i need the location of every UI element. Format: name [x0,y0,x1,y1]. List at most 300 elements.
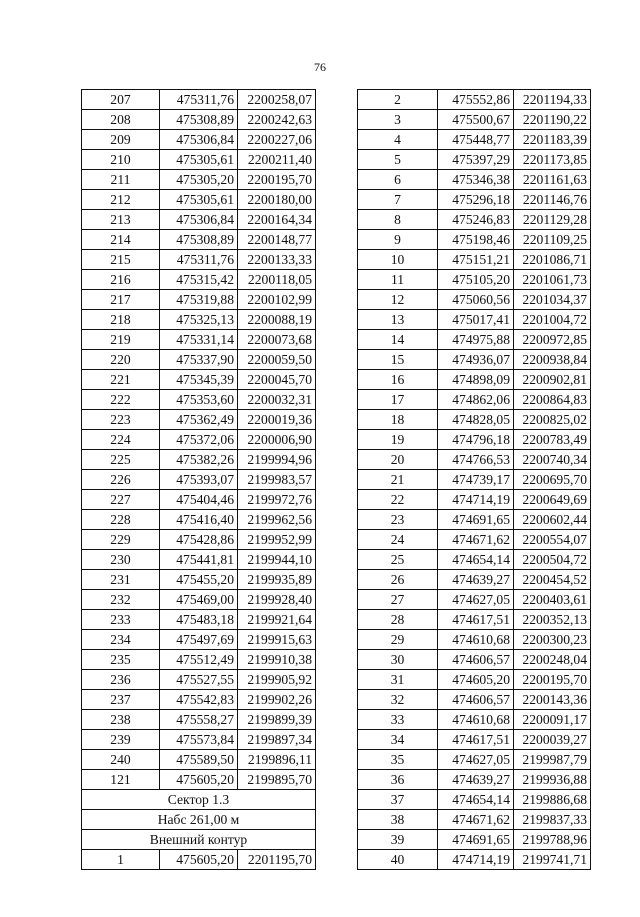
point-number-cell: 2 [358,90,438,110]
y-coordinate-cell: 2199987,79 [514,750,591,770]
y-coordinate-cell: 2201173,85 [514,150,591,170]
x-coordinate-cell: 475311,76 [160,90,238,110]
x-coordinate-cell: 474610,68 [438,630,514,650]
point-number-cell: 16 [358,370,438,390]
table-row [358,390,591,410]
point-number-cell: 36 [358,770,438,790]
point-number-cell: 25 [358,550,438,570]
point-number-cell: 212 [82,190,160,210]
y-coordinate-cell: 2200227,06 [238,130,316,150]
y-coordinate-cell: 2199902,26 [238,690,316,710]
table-row [358,330,591,350]
table-row [82,250,316,270]
x-coordinate-cell: 475325,13 [160,310,238,330]
point-number-cell: 39 [358,830,438,850]
x-coordinate-cell: 475469,00 [160,590,238,610]
x-coordinate-cell: 475558,27 [160,710,238,730]
point-number-cell: 6 [358,170,438,190]
y-coordinate-cell: 2200554,07 [514,530,591,550]
y-coordinate-cell: 2199788,96 [514,830,591,850]
x-coordinate-cell: 474639,27 [438,770,514,790]
x-coordinate-cell: 475105,20 [438,270,514,290]
point-number-cell: 237 [82,690,160,710]
y-coordinate-cell: 2200091,17 [514,710,591,730]
table-row [358,370,591,390]
y-coordinate-cell: 2200972,85 [514,330,591,350]
x-coordinate-cell: 475308,89 [160,110,238,130]
point-number-cell: 19 [358,430,438,450]
x-coordinate-cell: 475448,77 [438,130,514,150]
y-coordinate-cell: 2200248,04 [514,650,591,670]
point-number-cell: 38 [358,810,438,830]
x-coordinate-cell: 475353,60 [160,390,238,410]
x-coordinate-cell: 475315,42 [160,270,238,290]
table-row [358,190,591,210]
x-coordinate-cell: 474936,07 [438,350,514,370]
table-row [358,430,591,450]
point-number-cell: 226 [82,470,160,490]
y-coordinate-cell: 2199915,63 [238,630,316,650]
point-number-cell: 13 [358,310,438,330]
y-coordinate-cell: 2200454,52 [514,570,591,590]
y-coordinate-cell: 2199952,99 [238,530,316,550]
y-coordinate-cell: 2199897,34 [238,730,316,750]
table-row [82,630,316,650]
table-row [82,490,316,510]
table-row [358,210,591,230]
table-row [82,690,316,710]
table-row [82,110,316,130]
x-coordinate-cell: 474654,14 [438,550,514,570]
point-number-cell: 230 [82,550,160,570]
left-coordinates-table [81,89,316,870]
y-coordinate-cell: 2200864,83 [514,390,591,410]
y-coordinate-cell: 2200602,44 [514,510,591,530]
point-number-cell: 238 [82,710,160,730]
table-row [82,90,316,110]
table-row [358,690,591,710]
y-coordinate-cell: 2199896,11 [238,750,316,770]
x-coordinate-cell: 475497,69 [160,630,238,650]
point-number-cell: 235 [82,650,160,670]
table-row [82,190,316,210]
x-coordinate-cell: 475151,21 [438,250,514,270]
table-row [82,410,316,430]
y-coordinate-cell: 2199910,38 [238,650,316,670]
x-coordinate-cell: 475246,83 [438,210,514,230]
table-row [82,470,316,490]
x-coordinate-cell: 474975,88 [438,330,514,350]
point-number-cell: 18 [358,410,438,430]
y-coordinate-cell: 2200403,61 [514,590,591,610]
y-coordinate-cell: 2201004,72 [514,310,591,330]
point-number-cell: 217 [82,290,160,310]
x-coordinate-cell: 475382,26 [160,450,238,470]
y-coordinate-cell: 2200045,70 [238,370,316,390]
x-coordinate-cell: 475512,49 [160,650,238,670]
y-coordinate-cell: 2199921,64 [238,610,316,630]
y-coordinate-cell: 2200300,23 [514,630,591,650]
y-coordinate-cell: 2199928,40 [238,590,316,610]
point-number-cell: 211 [82,170,160,190]
y-coordinate-cell: 2200032,31 [238,390,316,410]
point-number-cell: 15 [358,350,438,370]
x-coordinate-cell: 474654,14 [438,790,514,810]
x-coordinate-cell: 475331,14 [160,330,238,350]
x-coordinate-cell: 474617,51 [438,730,514,750]
y-coordinate-cell: 2199935,89 [238,570,316,590]
point-number-cell: 5 [358,150,438,170]
point-number-cell: 236 [82,670,160,690]
table-row [358,230,591,250]
point-number-cell: 9 [358,230,438,250]
y-coordinate-cell: 2201061,73 [514,270,591,290]
point-number-cell: 231 [82,570,160,590]
x-coordinate-cell: 475337,90 [160,350,238,370]
y-coordinate-cell: 2201129,28 [514,210,591,230]
x-coordinate-cell: 475393,07 [160,470,238,490]
x-coordinate-cell: 475305,61 [160,150,238,170]
y-coordinate-cell: 2199944,10 [238,550,316,570]
x-coordinate-cell: 475296,18 [438,190,514,210]
x-coordinate-cell: 474739,17 [438,470,514,490]
y-coordinate-cell: 2200783,49 [514,430,591,450]
page-number: 76 [314,60,326,74]
table-row [82,350,316,370]
contour-label-row [82,830,316,850]
x-coordinate-cell: 474617,51 [438,610,514,630]
point-number-cell: 24 [358,530,438,550]
x-coordinate-cell: 475542,83 [160,690,238,710]
x-coordinate-cell: 475311,76 [160,250,238,270]
y-coordinate-cell: 2200938,84 [514,350,591,370]
point-number-cell: 240 [82,750,160,770]
point-number-cell: 210 [82,150,160,170]
y-coordinate-cell: 2201109,25 [514,230,591,250]
x-coordinate-cell: 475319,88 [160,290,238,310]
x-coordinate-cell: 474714,19 [438,850,514,870]
x-coordinate-cell: 474606,57 [438,650,514,670]
table-row [82,290,316,310]
y-coordinate-cell: 2201161,63 [514,170,591,190]
table-row [82,570,316,590]
table-row [358,250,591,270]
x-coordinate-cell: 474671,62 [438,530,514,550]
x-coordinate-cell: 474605,20 [438,670,514,690]
y-coordinate-cell: 2201034,37 [514,290,591,310]
table-row [82,170,316,190]
point-number-cell: 225 [82,450,160,470]
y-coordinate-cell: 2200143,36 [514,690,591,710]
table-row [358,770,591,790]
point-number-cell: 33 [358,710,438,730]
table-row [358,110,591,130]
point-number-cell: 228 [82,510,160,530]
y-coordinate-cell: 2200088,19 [238,310,316,330]
table-row [82,550,316,570]
x-coordinate-cell: 475305,20 [160,170,238,190]
x-coordinate-cell: 475483,18 [160,610,238,630]
x-coordinate-cell: 475198,46 [438,230,514,250]
point-number-cell: 224 [82,430,160,450]
x-coordinate-cell: 475428,86 [160,530,238,550]
x-coordinate-cell: 474714,19 [438,490,514,510]
x-coordinate-cell: 474671,62 [438,810,514,830]
x-coordinate-cell: 475573,84 [160,730,238,750]
x-coordinate-cell: 474862,06 [438,390,514,410]
x-coordinate-cell: 475346,38 [438,170,514,190]
point-number-cell: 239 [82,730,160,750]
x-coordinate-cell: 474606,57 [438,690,514,710]
y-coordinate-cell: 2199886,68 [514,790,591,810]
point-number-cell: 26 [358,570,438,590]
x-coordinate-cell: 475589,50 [160,750,238,770]
table-row [358,830,591,850]
table-row [82,670,316,690]
y-coordinate-cell: 2201190,22 [514,110,591,130]
point-number-cell: 34 [358,730,438,750]
y-coordinate-cell: 2200504,72 [514,550,591,570]
point-number-cell: 223 [82,410,160,430]
point-number-cell: 234 [82,630,160,650]
point-number-cell: 7 [358,190,438,210]
table-row [358,790,591,810]
point-number-cell: 216 [82,270,160,290]
y-coordinate-cell: 2200195,70 [514,670,591,690]
point-number-cell: 30 [358,650,438,670]
point-number-cell: 232 [82,590,160,610]
table-row [358,670,591,690]
point-number-cell: 233 [82,610,160,630]
x-coordinate-cell: 475441,81 [160,550,238,570]
x-coordinate-cell: 474610,68 [438,710,514,730]
y-coordinate-cell: 2200740,34 [514,450,591,470]
point-number-cell: 27 [358,590,438,610]
y-coordinate-cell: 2199962,56 [238,510,316,530]
y-coordinate-cell: 2201183,39 [514,130,591,150]
x-coordinate-cell: 474766,53 [438,450,514,470]
point-number-cell: 8 [358,210,438,230]
y-coordinate-cell: 2199936,88 [514,770,591,790]
table-row [358,530,591,550]
y-coordinate-cell: 2200180,00 [238,190,316,210]
x-coordinate-cell: 475416,40 [160,510,238,530]
y-coordinate-cell: 2200118,05 [238,270,316,290]
table-row [358,90,591,110]
point-number-cell: 32 [358,690,438,710]
x-coordinate-cell: 475305,61 [160,190,238,210]
point-number-cell: 37 [358,790,438,810]
point-number-cell: 220 [82,350,160,370]
table-row [82,590,316,610]
x-coordinate-cell: 475527,55 [160,670,238,690]
point-number-cell: 4 [358,130,438,150]
table-row [358,750,591,770]
point-number-cell: 28 [358,610,438,630]
y-coordinate-cell: 2201194,33 [514,90,591,110]
point-number-cell: 10 [358,250,438,270]
y-coordinate-cell: 2200902,81 [514,370,591,390]
contour-label: Внешний контур [82,830,316,850]
right-coordinates-table [357,89,591,870]
y-coordinate-cell: 2201086,71 [514,250,591,270]
table-row [82,210,316,230]
y-coordinate-cell: 2199972,76 [238,490,316,510]
x-coordinate-cell: 475605,20 [160,770,238,790]
x-coordinate-cell: 474898,09 [438,370,514,390]
y-coordinate-cell: 2200825,02 [514,410,591,430]
table-row [82,850,316,870]
table-row [358,410,591,430]
y-coordinate-cell: 2200019,36 [238,410,316,430]
height-label-row [82,810,316,830]
table-row [358,290,591,310]
x-coordinate-cell: 475306,84 [160,210,238,230]
table-row [82,150,316,170]
point-number-cell: 222 [82,390,160,410]
table-row [82,270,316,290]
point-number-cell: 209 [82,130,160,150]
point-number-cell: 3 [358,110,438,130]
x-coordinate-cell: 474627,05 [438,590,514,610]
x-coordinate-cell: 475362,49 [160,410,238,430]
table-row [82,530,316,550]
point-number-cell: 22 [358,490,438,510]
table-row [358,630,591,650]
table-row [82,750,316,770]
y-coordinate-cell: 2199994,96 [238,450,316,470]
y-coordinate-cell: 2200695,70 [514,470,591,490]
sector-label-row [82,790,316,810]
point-number-cell: 20 [358,450,438,470]
table-row [82,710,316,730]
point-number-cell: 229 [82,530,160,550]
table-row [358,850,591,870]
x-coordinate-cell: 474639,27 [438,570,514,590]
x-coordinate-cell: 474627,05 [438,750,514,770]
table-row [358,270,591,290]
x-coordinate-cell: 475345,39 [160,370,238,390]
point-number-cell: 23 [358,510,438,530]
table-row [82,450,316,470]
x-coordinate-cell: 474691,65 [438,510,514,530]
table-row [358,450,591,470]
x-coordinate-cell: 475552,86 [438,90,514,110]
point-number-cell: 214 [82,230,160,250]
height-label: Набс 261,00 м [82,810,316,830]
table-row [358,610,591,630]
x-coordinate-cell: 475500,67 [438,110,514,130]
point-number-cell: 14 [358,330,438,350]
point-number-cell: 221 [82,370,160,390]
point-number-cell: 121 [82,770,160,790]
table-row [358,350,591,370]
point-number-cell: 207 [82,90,160,110]
x-coordinate-cell: 475308,89 [160,230,238,250]
y-coordinate-cell: 2200148,77 [238,230,316,250]
point-number-cell: 17 [358,390,438,410]
table-row [82,610,316,630]
point-number-cell: 208 [82,110,160,130]
point-number-cell: 218 [82,310,160,330]
table-row [358,590,591,610]
table-row [358,490,591,510]
table-row [358,510,591,530]
table-row [358,710,591,730]
x-coordinate-cell: 475017,41 [438,310,514,330]
table-row [358,170,591,190]
table-row [82,330,316,350]
y-coordinate-cell: 2199837,33 [514,810,591,830]
table-row [82,430,316,450]
x-coordinate-cell: 475397,29 [438,150,514,170]
y-coordinate-cell: 2199741,71 [514,850,591,870]
y-coordinate-cell: 2200195,70 [238,170,316,190]
point-number-cell: 213 [82,210,160,230]
y-coordinate-cell: 2201195,70 [238,850,316,870]
table-row [82,130,316,150]
table-row [358,730,591,750]
y-coordinate-cell: 2200211,40 [238,150,316,170]
y-coordinate-cell: 2200073,68 [238,330,316,350]
table-row [358,550,591,570]
table-row [358,470,591,490]
y-coordinate-cell: 2200242,63 [238,110,316,130]
x-coordinate-cell: 475605,20 [160,850,238,870]
x-coordinate-cell: 474796,18 [438,430,514,450]
y-coordinate-cell: 2199983,57 [238,470,316,490]
y-coordinate-cell: 2199895,70 [238,770,316,790]
table-row [358,810,591,830]
x-coordinate-cell: 475306,84 [160,130,238,150]
sector-label: Сектор 1.3 [82,790,316,810]
table-row [358,650,591,670]
point-number-cell: 1 [82,850,160,870]
y-coordinate-cell: 2199905,92 [238,670,316,690]
y-coordinate-cell: 2200649,69 [514,490,591,510]
table-row [82,650,316,670]
point-number-cell: 40 [358,850,438,870]
table-row [358,130,591,150]
y-coordinate-cell: 2199899,39 [238,710,316,730]
table-row [82,770,316,790]
point-number-cell: 215 [82,250,160,270]
point-number-cell: 29 [358,630,438,650]
table-row [82,310,316,330]
table-row [82,370,316,390]
y-coordinate-cell: 2200059,50 [238,350,316,370]
x-coordinate-cell: 474691,65 [438,830,514,850]
table-row [358,150,591,170]
point-number-cell: 11 [358,270,438,290]
point-number-cell: 31 [358,670,438,690]
y-coordinate-cell: 2200352,13 [514,610,591,630]
table-row [358,310,591,330]
y-coordinate-cell: 2200039,27 [514,730,591,750]
table-row [82,510,316,530]
x-coordinate-cell: 475404,46 [160,490,238,510]
table-row [358,570,591,590]
point-number-cell: 35 [358,750,438,770]
x-coordinate-cell: 475060,56 [438,290,514,310]
point-number-cell: 219 [82,330,160,350]
point-number-cell: 227 [82,490,160,510]
table-row [82,390,316,410]
y-coordinate-cell: 2200258,07 [238,90,316,110]
x-coordinate-cell: 474828,05 [438,410,514,430]
y-coordinate-cell: 2200164,34 [238,210,316,230]
point-number-cell: 21 [358,470,438,490]
